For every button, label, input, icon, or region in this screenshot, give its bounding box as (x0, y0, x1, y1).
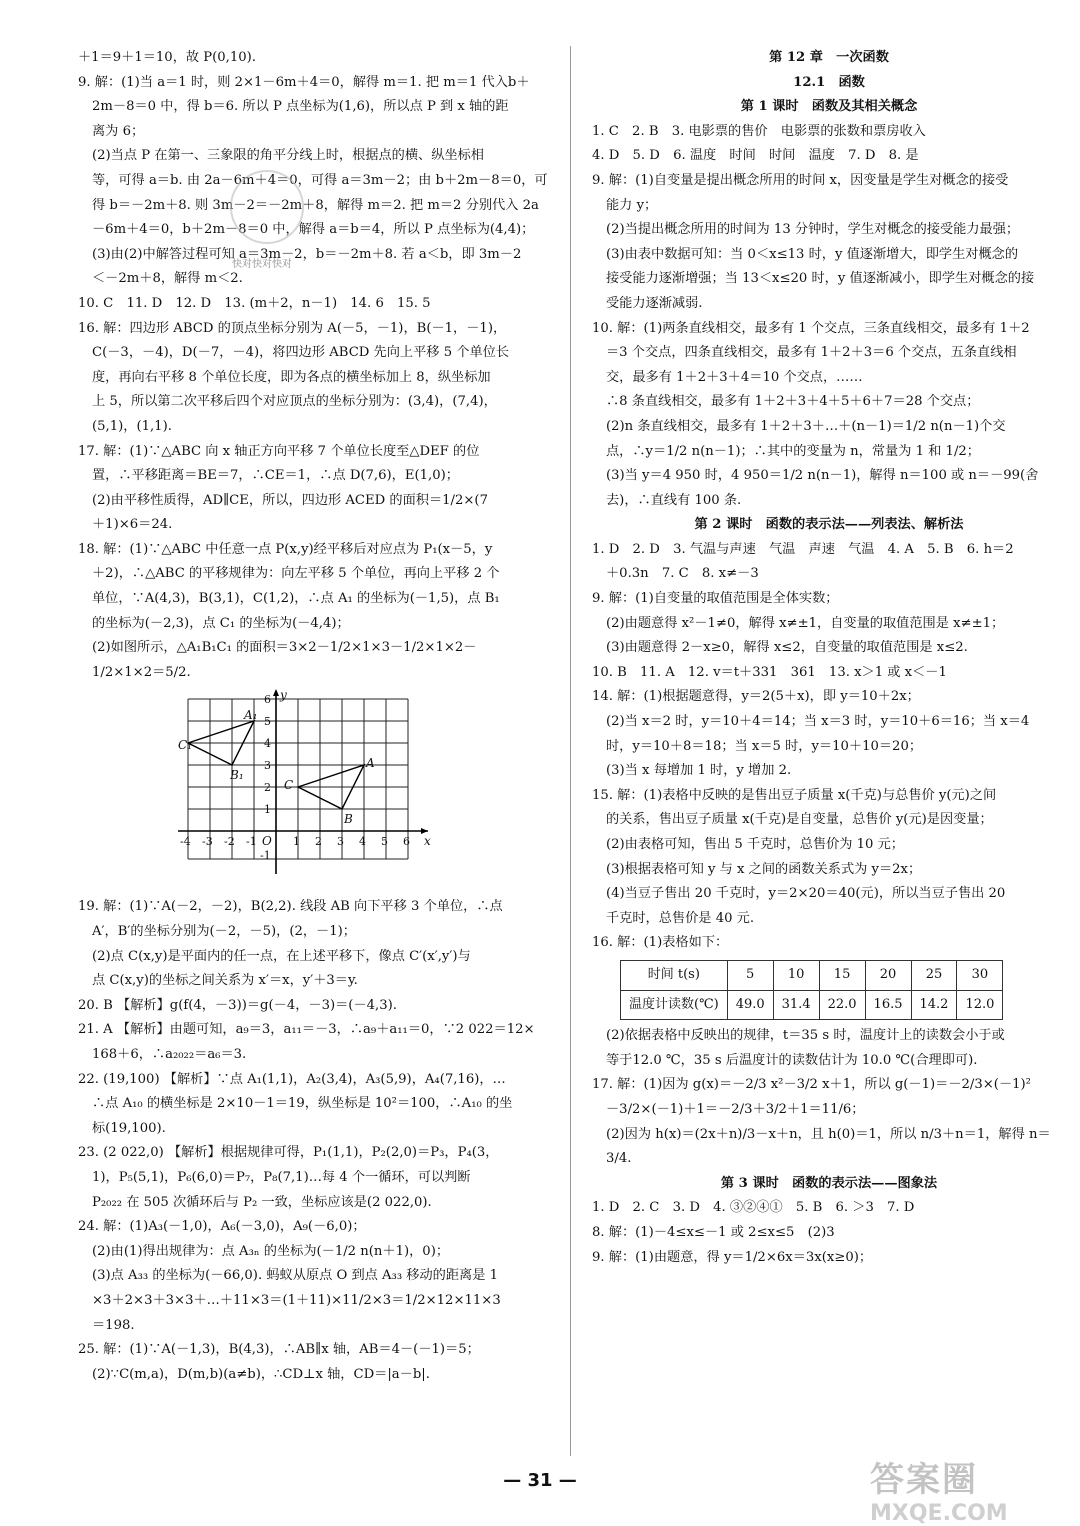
y-arrow-icon (273, 689, 279, 696)
text-line: (2)由(1)得出规律为：点 A₃ₙ 的坐标为(－1/2 n(n＋1)，0)； (92, 1243, 450, 1259)
y-tick: 5 (264, 715, 271, 729)
label-a: A (366, 756, 375, 771)
text-line: (3)由表中数据可知：当 0＜x≤13 时，y 值逐渐增大，即学生对概念的 (606, 246, 1019, 262)
text-line: 25. 解：(1)∵A(－1,3)，B(4,3)，∴AB∥x 轴，AB＝4－(－1)＝5； (78, 1342, 480, 1358)
text-line: (2)由表格可知，售出 5 千克时，总售价为 10 元； (606, 837, 904, 852)
text-line: (2)因为 h(x)＝(2x＋n)/3－x＋n，且 h(0)＝1，所以 n/3＋n＝1，解得 n＝ (606, 1126, 1051, 1142)
text-line: C(－3，－4)，D(－7，－4)，将四边形 ABCD 先向上平移 5 个单位长 (92, 345, 510, 361)
text-line: (5,1)，(1,1). (92, 418, 172, 434)
text-line: (2)由平移性质得，AD∥CE，所以，四边形 ACED 的面积＝1/2×(7 (92, 492, 488, 508)
text-line: 度，再向右平移 8 个单位长度，即为各点的横坐标加上 8，纵坐标加 (92, 369, 491, 385)
left-column (78, 46, 548, 1387)
x-tick: 4 (359, 835, 366, 849)
x-tick: -4 (180, 835, 191, 849)
text-line: 9. 解：(1)自变量是提出概念所用的时间 x，因变量是学生对概念的接受 (592, 172, 1009, 188)
table-cell: 49.0 (727, 990, 773, 1020)
text-line: (2)n 条直线相交，最多有 1＋2＋3＋…＋(n－1)＝1/2 n(n－1)个交 (606, 418, 1006, 434)
text-line: A′，B′的坐标分别为(－2，－5)，(2，－1)； (92, 924, 356, 940)
text-line: ∴8 条直线相交，最多有 1＋2＋3＋4＋5＋6＋7＝28 个交点； (606, 394, 980, 410)
text-line: 10. 解：(1)两条直线相交，最多有 1 个交点，三条直线相交，最多有 1＋2 (592, 320, 1030, 336)
text-line: ＋1)×6＝24. (92, 517, 173, 533)
label-origin: O (262, 834, 272, 849)
section-title: 12.1 函数 (793, 74, 865, 90)
text-line: (3)当 x 每增加 1 时，y 增加 2. (606, 763, 792, 779)
text-line: 9. 解：(1)当 a＝1 时，则 2×1－6m＋4＝0，解得 m＝1. 把 m＝1 代入b＋ (78, 74, 530, 90)
text-line: 168＋6，∴a₂₀₂₂＝a₆＝3. (92, 1047, 247, 1062)
text-line: 15. 解：(1)表格中反映的是售出豆子质量 x(千克)与总售价 y(元)之间 (592, 787, 997, 803)
label-c1: C₁ (178, 738, 192, 753)
y-tick: 2 (264, 781, 271, 795)
text-line: ∴点 A₁₀ 的横坐标是 2×10－1＝19，纵坐标是 10²＝100，∴A₁₀ 的坐 (92, 1096, 513, 1112)
text-line: 17. 解：(1)因为 g(x)＝－2/3 x²－3/2 x＋1，所以 g(－1)＝－2/3×(－1)² (592, 1077, 1031, 1093)
text-line: 8. 解：(1)－4≤x≤－1 或 2≤x≤5 (2)3 (592, 1224, 835, 1240)
text-line: 16. 解：(1)表格如下： (592, 935, 729, 951)
label-x: x (424, 834, 431, 849)
label-b1: B₁ (230, 768, 244, 783)
x-tick: -1 (246, 835, 257, 849)
y-tick: 4 (264, 737, 271, 751)
watermark-small: MXQE.COM (870, 1501, 1008, 1526)
column-divider (570, 46, 571, 1456)
x-tick: -2 (224, 835, 235, 849)
text-line: 时，y＝10＋8＝18；当 x＝5 时，y＝10＋10＝20； (606, 738, 923, 754)
text-line: 1. D 2. C 3. D 4. ③②④① 5. B 6. ＞3 7. D (592, 1200, 915, 1216)
text-line: ×3＋2×3＋3×3＋…＋11×3＝(1＋11)×11/2×3＝1/2×12×11×3 (92, 1292, 501, 1308)
text-line: (2)当点 P 在第一、三象限的角平分线上时，根据点的横、纵坐标相 (92, 148, 484, 164)
stamp-text: 快对快对快对 (232, 259, 292, 270)
text-line: (2)依据表格中反映出的规律，t＝35 s 时，温度计上的读数会小于或 (606, 1028, 1005, 1044)
table-cell: 10 (773, 960, 819, 990)
text-line: －6m＋4＝0，b＋2m－8＝0 中，解得 a＝b＝4，所以 P 点坐标为(4,4)； (92, 222, 535, 238)
text-line: (3)由题意得 2－x≥0，解得 x≤2，自变量的取值范围是 x≤2. (606, 640, 968, 656)
x-tick: 2 (315, 835, 322, 849)
watermark-logo (870, 1452, 1060, 1526)
text-line: 1/2×1×2＝5/2. (92, 664, 191, 680)
x-tick-labels (180, 835, 410, 848)
x-tick: -3 (202, 835, 213, 849)
y-tick: -1 (260, 849, 271, 863)
text-line: 的坐标为(－2,3)，点 C₁ 的坐标为(－4,4)； (92, 615, 350, 631)
table-cell: 31.4 (773, 990, 819, 1020)
text-line: 20. B 【解析】g(f(4，－3))＝g(－4，－3)＝(－4,3). (78, 997, 397, 1013)
text-line: (3)当 y＝4 950 时，4 950＝1/2 n(n－1)，解得 n＝100 或 n＝－99(舍 (606, 468, 1039, 484)
text-line: (2)∵C(m,a)，D(m,b)(a≠b)，∴CD⊥x 轴，CD＝|a－b|. (92, 1366, 430, 1382)
text-line: 9. 解：(1)由题意，得 y＝1/2×6x＝3x(x≥0)； (592, 1249, 873, 1265)
text-line: ＋1＝9＋1＝10，故 P(0,10). (78, 50, 256, 65)
lesson-title: 第 3 课时 函数的表示法——图象法 (720, 1175, 938, 1191)
text-line: 1. D 2. D 3. 气温与声速 气温 声速 气温 4. A 5. B 6. h＝2 (592, 541, 1014, 557)
chapter-title: 第 12 章 一次函数 (769, 50, 889, 65)
text-line: 4. D 5. D 6. 温度 时间 时间 温度 7. D 8. 是 (592, 148, 919, 164)
text-line: 得 b＝－2m＋8. 则 3m－2＝－2m＋8，解得 m＝2. 把 m＝2 分别代入 2a (92, 197, 539, 213)
text-line: 1)，P₅(5,1)，P₆(6,0)＝P₇，P₈(7,1)…每 4 个一循环，可以判断 (92, 1169, 471, 1185)
text-line: 10. C 11. D 12. D 13. (m＋2，n－1) 14. 6 15. 5 (78, 295, 431, 311)
table-row (621, 960, 1003, 990)
y-tick: 3 (264, 759, 271, 773)
x-tick: 6 (403, 835, 410, 849)
text-line: 接受能力逐渐增强；当 13＜x≤20 时，y 值逐渐减小，即学生对概念的接 (606, 271, 1035, 287)
coordinate-figure (78, 685, 548, 895)
text-line: 千克时，总售价是 40 元. (606, 910, 755, 926)
text-line: (2)如图所示，△A₁B₁C₁ 的面积＝3×2－1/2×1×3－1/2×1×2－ (92, 640, 477, 656)
x-tick: 3 (337, 835, 344, 849)
text-line: (3)点 A₃₃ 的坐标为(－66,0). 蚂蚁从原点 O 到点 A₃₃ 移动的距离是 1 (92, 1268, 499, 1284)
table-cell: 20 (865, 960, 911, 990)
table-cell: 5 (727, 960, 773, 990)
text-line: －3/2×(－1)＋1＝－2/3＋3/2＋1＝11/6； (606, 1101, 865, 1117)
x-tick: 5 (381, 835, 388, 849)
text-line: 3/4. (606, 1151, 632, 1167)
text-line: 等于12.0 ℃，35 s 后温度计的读数估计为 10.0 ℃(合理即可). (606, 1052, 978, 1068)
table-cell: 22.0 (819, 990, 865, 1020)
text-line: 能力 y； (606, 197, 658, 213)
text-line: P₂₀₂₂ 在 505 次循环后与 P₂ 一致，坐标应该是(2 022,0). (92, 1194, 432, 1210)
x-tick: 1 (293, 835, 300, 849)
text-line: 18. 解：(1)∵△ABC 中任意一点 P(x,y)经平移后对应点为 P₁(x－5，y (78, 541, 493, 557)
text-line: (3)根据表格可知 y 与 x 之间的函数关系式为 y＝2x； (606, 861, 922, 877)
text-line: (2)当提出概念所用的时间为 13 分钟时，学生对概念的接受能力最强； (606, 222, 1020, 238)
table-cell: 15 (819, 960, 865, 990)
text-line: 17. 解：(1)∵△ABC 向 x 轴正方向平移 7 个单位长度至△DEF 的位 (78, 443, 480, 459)
text-line: ＋0.3n 7. C 8. x≠－3 (606, 566, 759, 582)
table-cell: 16.5 (865, 990, 911, 1020)
y-tick: 6 (264, 693, 271, 707)
watermark-stamp-icon (230, 170, 304, 244)
label-a1: A₁ (244, 708, 258, 723)
text-line: 单位，∵A(4,3)，B(3,1)，C(1,2)，∴点 A₁ 的坐标为(－1,5)，点 B₁ (92, 591, 500, 607)
table-cell: 时间 t(s) (621, 960, 728, 990)
text-line: 交，最多有 1＋2＋3＋4＝10 个交点，…… (606, 369, 863, 385)
label-b: B (344, 812, 353, 827)
temperature-table (620, 960, 1003, 1020)
page-number: — 31 — (503, 1470, 577, 1491)
y-tick: 1 (264, 803, 271, 817)
text-line: 1. C 2. B 3. 电影票的售价 电影票的张数和票房收入 (592, 123, 926, 139)
text-line: 标(19,100). (92, 1120, 166, 1136)
table-cell: 14.2 (911, 990, 957, 1020)
text-line: 受能力逐渐减弱. (606, 295, 703, 311)
text-line: (2)点 C(x,y)是平面内的任一点，在上述平移下，像点 C′(x′,y′)与 (92, 948, 471, 964)
text-line: 24. 解：(1)A₃(－1,0)，A₆(－3,0)，A₉(－6,0)； (78, 1219, 366, 1235)
text-line: (2)由题意得 x²－1≠0，解得 x≠±1，自变量的取值范围是 x≠±1； (606, 615, 1005, 631)
text-line: (4)当豆子售出 20 千克时，y＝2×20＝40(元)，所以当豆子售出 20 (606, 886, 1006, 902)
text-line: 2m－8＝0 中，得 b＝6. 所以 P 点坐标为(1,6)，所以点 P 到 x 轴的距 (92, 99, 509, 115)
text-line: 的关系，售出豆子质量 x(千克)是自变量，总售价 y(元)是因变量； (606, 812, 993, 828)
text-line: 21. A 【解析】由题可知，a₉＝3，a₁₁＝－3，∴a₉＋a₁₁＝0，∵2 022＝12× (78, 1022, 535, 1038)
table-cell: 温度计读数(℃) (621, 990, 728, 1020)
text-line: ＝198. (92, 1317, 135, 1333)
text-line: ＜－2m＋8，解得 m＜2. (92, 271, 243, 287)
text-line: ＝3 个交点，四条直线相交，最多有 1＋2＋3＝6 个交点，五条直线相 (606, 345, 1017, 361)
text-line: 上 5，所以第二次平移后四个对应顶点的坐标分别为：(3,4)，(7,4)， (92, 394, 497, 410)
table-cell: 25 (911, 960, 957, 990)
text-line: 16. 解：四边形 ABCD 的顶点坐标分别为 A(－5，－1)，B(－1，－1)， (78, 320, 507, 336)
text-line: 14. 解：(1)根据题意得，y＝2(5＋x)，即 y＝10＋2x； (592, 689, 920, 705)
lesson-title: 第 2 课时 函数的表示法——列表法、解析法 (694, 517, 964, 533)
text-line: 19. 解：(1)∵A(－2，－2)，B(2,2). 线段 AB 向下平移 3 个单位，∴点 (78, 899, 503, 915)
text-line: 23. (2 022,0) 【解析】根据规律可得，P₁(1,1)，P₂(2,0)＝P₃，P₄(3， (78, 1145, 499, 1161)
text-line: 10. B 11. A 12. v＝t＋331 361 13. x＞1 或 x＜－1 (592, 664, 947, 680)
text-line: 9. 解：(1)自变量的取值范围是全体实数； (592, 591, 839, 607)
table-cell: 12.0 (957, 990, 1003, 1020)
text-line: (2)当 x＝2 时，y＝10＋4＝14；当 x＝3 时，y＝10＋6＝16；当 x＝4 (606, 714, 1030, 730)
text-line: (3)由(2)中解答过程可知 a＝3m－2，b＝－2m＋8. 若 a＜b，即 3m－2 (92, 246, 522, 262)
table-row (621, 990, 1003, 1020)
text-line: 等，可得 a＝b. 由 2a－6m＋4＝0，可得 a＝3m－2；由 b＋2m－8＝0，可 (92, 172, 548, 188)
text-line: 去)，∴直线有 100 条. (606, 492, 742, 508)
text-line: ＋2)，∴△ABC 的平移规律为：向左平移 5 个单位，再向上平移 2 个 (92, 566, 500, 582)
text-line: 点，∴y＝1/2 n(n－1)；∴其中的变量为 n，常量为 1 和 1/2； (606, 443, 980, 459)
text-line: 置，∴平移距离＝BE＝7，∴CE＝1，∴点 D(7,6)，E(1,0)； (92, 468, 459, 484)
lesson-title: 第 1 课时 函数及其相关概念 (740, 99, 918, 115)
right-column (592, 46, 1066, 1270)
watermark-big: 答案圈 (870, 1460, 978, 1500)
text-line: 点 C(x,y)的坐标之间关系为 x′＝x，y′＋3＝y. (92, 973, 358, 989)
table-cell: 30 (957, 960, 1003, 990)
grid-svg (178, 689, 438, 889)
label-y: y (280, 689, 287, 703)
text-line: 22. (19,100) 【解析】∵点 A₁(1,1)，A₂(3,4)，A₃(5,9)，A₄(7,16)，… (78, 1071, 506, 1087)
label-c: C (284, 778, 294, 793)
text-line: 离为 6； (92, 123, 145, 139)
